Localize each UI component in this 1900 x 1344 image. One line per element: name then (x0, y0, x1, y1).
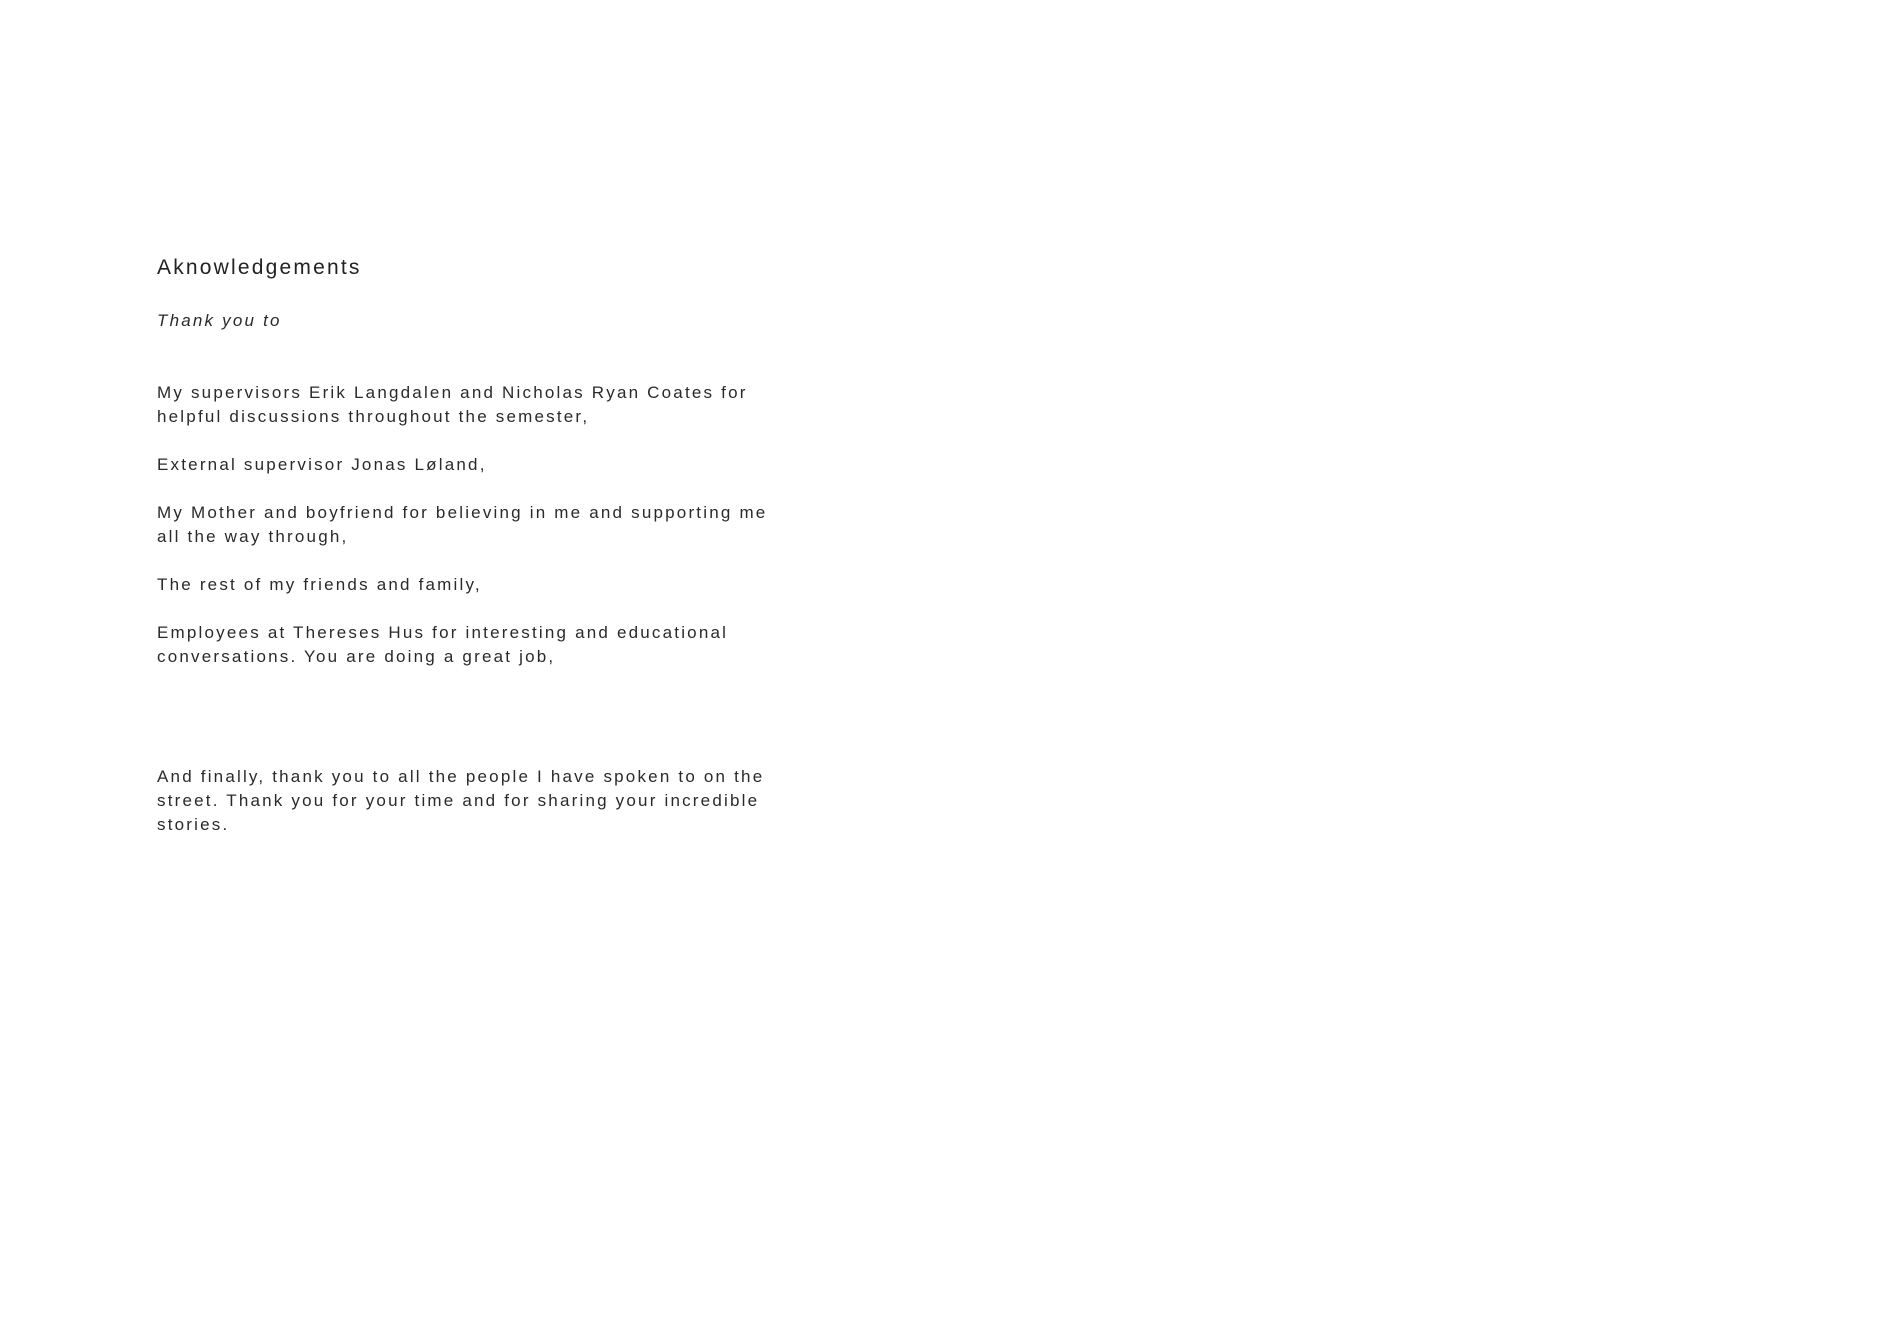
paragraph-family (157, 501, 817, 549)
text-line: My supervisors Erik Langdalen and Nicholas Ryan Coates for (157, 383, 748, 402)
text-line: My Mother and boyfriend for believing in me and supporting me (157, 503, 768, 522)
text-line: all the way through, (157, 527, 349, 546)
paragraph-employees (157, 621, 817, 669)
text-line: Employees at Thereses Hus for interesting and educational (157, 623, 729, 642)
paragraph-external-supervisor (157, 453, 817, 477)
acknowledgements-section (157, 254, 817, 837)
text-line: The rest of my friends and family, (157, 575, 482, 594)
text-line: helpful discussions throughout the semester, (157, 407, 590, 426)
page-title: Aknowledgements (157, 256, 362, 279)
text-line: conversations. You are doing a great job, (157, 647, 556, 666)
text-line: stories. (157, 815, 230, 834)
text-line: street. Thank you for your time and for sharing your incredible (157, 791, 760, 810)
text-line: External supervisor Jonas Løland, (157, 455, 487, 474)
paragraph-friends (157, 573, 817, 597)
text-line: And finally, thank you to all the people I have spoken to on the (157, 767, 765, 786)
subheading: Thank you to (157, 311, 282, 330)
paragraph-closing (157, 765, 817, 837)
paragraph-supervisors (157, 381, 817, 429)
